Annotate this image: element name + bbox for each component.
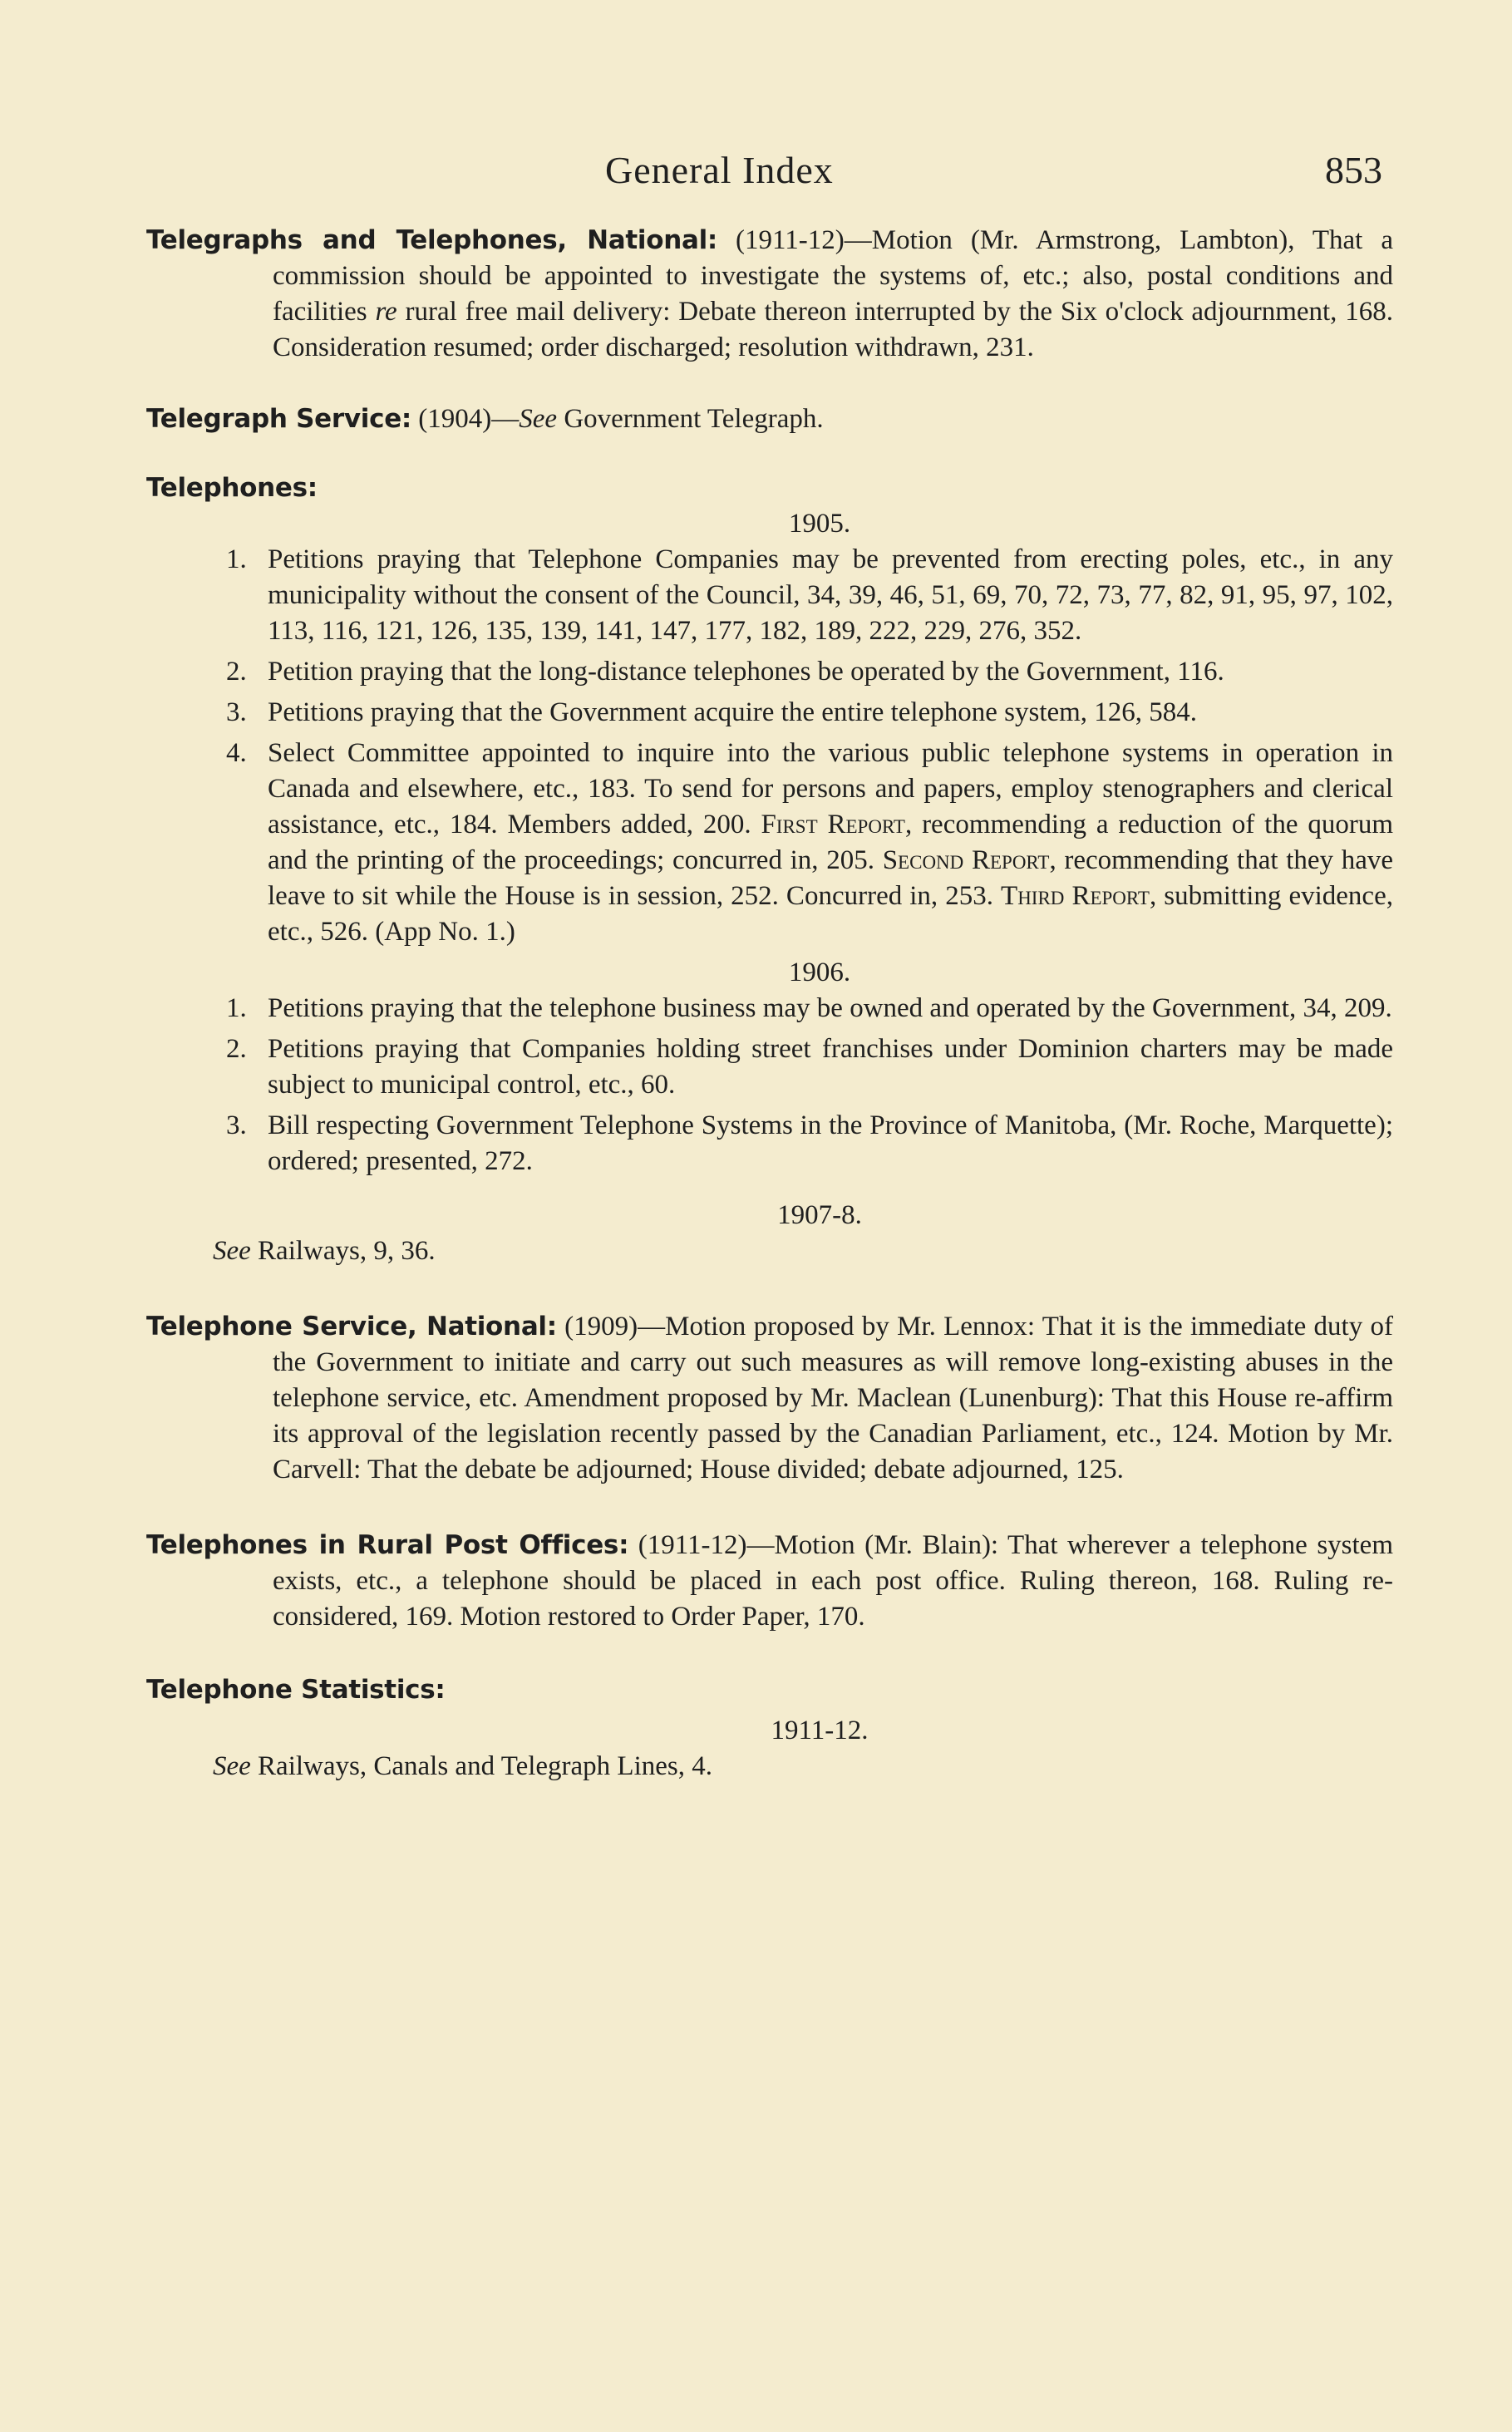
item-text: Petitions praying that Telephone Companies may be prevented from erecting poles, etc., in any municipality without the consent of the Council, 34, 39, 46, 51, 69, 70, 72, 73, 77, 82, 91, 95, 97, 102, 113, 116, 121, 126, 135, 139, 141, 147, 177, 182, 189, 222, 229, 276, 352. [268,544,1393,646]
index-entry-telegraphs-and-telephones-national [146,223,1393,366]
item-number: 2. [226,1034,247,1064]
running-head [0,148,1512,198]
entry-italic: re [375,297,397,327]
list-item [146,1031,1393,1103]
index-entry-telephone-statistics [146,1672,1393,1785]
item-text: Bill respecting Government Telephone Systems in the Province of Manitoba, (Mr. Roche, Marquette); ordered; presented, 272. [268,1110,1393,1176]
see-line [146,1233,1393,1269]
item-text: Petitions praying that the telephone business may be owned and operated by the Government, 34, 209. [268,993,1392,1023]
running-title: General Index [605,149,834,191]
item-number: 4. [226,738,247,768]
item-text: Petitions praying that the Government acquire the entire telephone system, 126, 584. [268,697,1198,727]
item-text: Select Committee appointed to inquire into the various public telephone systems in operation in Canada and elsewhere, etc., 183. To send for persons and papers, employ stenographers and clerical assistance, etc., 184. Members added, 200. [268,738,1393,839]
entry-heading-line [146,470,1393,506]
list-item [146,542,1393,649]
year-heading-1905: 1905. [788,509,851,539]
see-text: Railways, 9, 36. [250,1236,436,1266]
item-number: 3. [226,697,247,727]
report-label: Third Report [1001,881,1150,911]
list-item [146,1108,1393,1179]
list-item [146,654,1393,690]
year-heading-1907-8: 1907-8. [777,1200,862,1230]
entry-heading: Telephones: [146,473,318,503]
report-label: Second Report [882,845,1050,875]
index-entry-telegraph-service [146,401,1393,437]
entry-text: Government Telegraph. [557,404,824,434]
year-heading-1906: 1906. [788,958,851,987]
entry-text: (1904)— [411,404,520,434]
item-text: , submitting evidence, etc., 526. (App No. 1.) [268,881,1393,947]
year-heading-1911-12: 1911-12. [771,1716,869,1745]
entry-heading: Telegraphs and Telephones, National: [146,225,718,255]
report-label: First Report [761,810,905,839]
page-number: 853 [1325,149,1382,191]
see-line [146,1749,1393,1785]
see-reference: See [519,404,558,434]
item-number: 2. [226,657,247,687]
entry-heading: Telephones in Rural Post Offices: [146,1530,629,1560]
item-text: , recommending that they have leave to sit while the House is in session, 252. Concurred in, 253. [268,845,1394,911]
entry-text: rural free mail delivery: Debate thereon interrupted by the Six o'clock adjournment, 168. Consideration resumed; order discharged; resolution withdrawn, 231. [273,297,1393,362]
see-text: Railways, Canals and Telegraph Lines, 4. [250,1751,712,1781]
index-entry-telephone-service-national [146,1309,1393,1488]
item-text: , recommending a reduction of the quorum and the printing of the proceedings; concurred in, 205. [268,810,1393,875]
entry-text: (1911-12)—Motion (Mr. Armstrong, Lambton), That a commission should be appointed to investigate the systems of, etc.; also, postal conditions and facilities [273,225,1393,327]
index-entry-telephones [146,470,1393,1269]
entry-heading: Telephone Statistics: [146,1675,446,1705]
item-number: 3. [226,1110,247,1140]
index-entry-telephones-in-rural-post-offices [146,1528,1393,1635]
item-number: 1. [226,993,247,1023]
see-reference: See [213,1236,251,1266]
entry-heading: Telegraph Service: [146,404,412,434]
item-text: Petition praying that the long-distance telephones be operated by the Government, 116. [268,657,1224,687]
entry-text: (1909)—Motion proposed by Mr. Lennox: That it is the immediate duty of the Government to initiate and carry out such measures as will remove long-existing abuses in the telephone service, etc. Amendment proposed by Mr. Maclean (Lunenburg): That this House re-affirm its approval of the legislation recently passed by the Canadian Parliament, etc., 124. Motion by Mr. Carvell: That the debate be adjourned; House divided; debate adjourned, 125. [273,1312,1393,1484]
list-item [146,736,1393,950]
entry-text: (1911-12)—Motion (Mr. Blain): That wherever a telephone system exists, etc., a telephone should be placed in each post office. Ruling thereon, 168. Ruling re-considered, 169. Motion restored to Order Paper, 170. [273,1530,1393,1632]
item-text: Petitions praying that Companies holding street franchises under Dominion charters may be made subject to municipal control, etc., 60. [268,1034,1393,1100]
entry-heading-line [146,1672,1393,1708]
list-item [146,695,1393,731]
item-number: 1. [226,544,247,574]
index-content [146,223,1393,1785]
see-reference: See [213,1751,251,1781]
list-item [146,991,1393,1026]
entry-heading: Telephone Service, National: [146,1312,557,1342]
